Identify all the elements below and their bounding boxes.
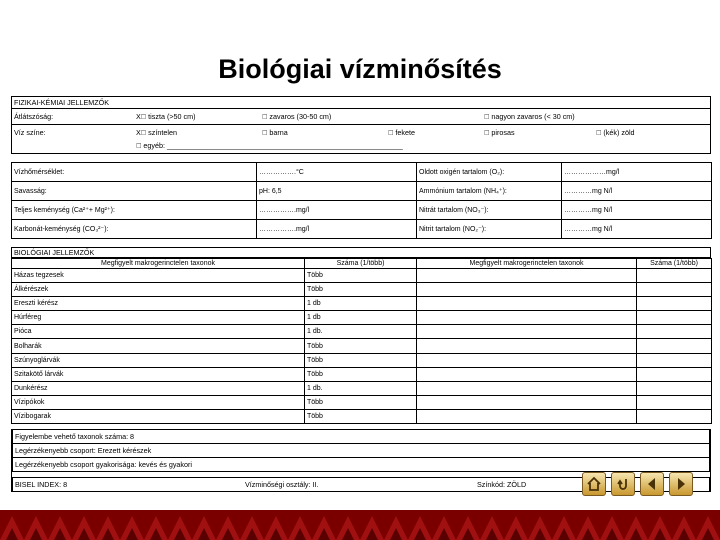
taxon-count: Több [305,339,417,353]
taxon-count-empty[interactable] [637,297,712,311]
taxon-name: Vízipókok [12,395,305,409]
water-quality-class: Vízminőségi osztály: II. [245,480,319,490]
table-row [12,201,712,220]
table-row [12,339,712,353]
assessment-form [11,96,711,492]
measure-value[interactable]: …………mg N/l [562,182,712,201]
transparency-option-turbid[interactable]:   zavaros (30-50 cm) [262,112,332,121]
summary-block [11,429,711,492]
color-option-brown[interactable]:   barna [262,128,288,137]
table-row [12,311,712,325]
taxon-name-empty[interactable] [417,269,637,283]
transparency-label: Átlátszóság: [14,112,54,121]
table-row [12,325,712,339]
color-code: Színkód: ZÖLD [477,480,527,490]
measure-label: Savasság: [12,182,257,201]
taxon-count-empty[interactable] [637,311,712,325]
table-row [12,269,712,283]
taxon-name: Húrféreg [12,311,305,325]
taxon-name: Szúnyoglárvák [12,353,305,367]
table-row [12,163,712,182]
measure-label: Nitrit tartalom (NO₂⁻): [417,220,562,239]
next-button[interactable] [669,472,693,496]
taxon-name-empty[interactable] [417,339,637,353]
taxon-count: Több [305,367,417,381]
taxon-count-empty[interactable] [637,269,712,283]
color-option-black[interactable]:   fekete [388,128,415,137]
taxon-count: 1 db [305,311,417,325]
taxon-count: Több [305,283,417,297]
taxon-name: Szitakötő lárvák [12,367,305,381]
summary-frequency: Legérzékenyebb csoport gyakorisága: kevés és gyakori [12,458,710,472]
measure-value[interactable]: ………………mg/l [562,163,712,182]
taxon-name: Házas tegzesek [12,269,305,283]
previous-button[interactable] [640,472,664,496]
taxon-name-empty[interactable] [417,409,637,423]
taxon-count: Több [305,409,417,423]
taxon-column-header: Megfigyelt makrogerinctelen taxonok [12,259,305,269]
transparency-row [11,109,711,125]
return-icon [615,476,631,492]
taxon-name: Pióca [12,325,305,339]
bisel-index: BISEL INDEX: 8 [15,480,68,490]
color-option-reddish[interactable]:   pirosas [484,128,515,137]
measure-label: Oldott oxigén tartalom (O₂): [417,163,562,182]
taxon-count-empty[interactable] [637,409,712,423]
table-row [12,182,712,201]
table-row [12,353,712,367]
home-icon [586,476,602,492]
taxon-name-empty[interactable] [417,297,637,311]
count-column-header-2: Száma (1/több) [637,259,712,269]
taxon-name: Vízibogarak [12,409,305,423]
taxon-count: 1 db [305,297,417,311]
transparency-option-clear[interactable]: X  tiszta (>50 cm) [136,112,196,121]
return-button[interactable] [611,472,635,496]
table-row [12,409,712,423]
taxon-count: Több [305,269,417,283]
taxon-count: 1 db. [305,381,417,395]
table-row [12,381,712,395]
taxa-table [11,258,712,424]
measure-label: Vízhőmérséklet: [12,163,257,182]
measure-value[interactable]: …………….°C [257,163,417,182]
taxon-name: Álkérészek [12,283,305,297]
measure-label: Nitrát tartalom (NO₃⁻): [417,201,562,220]
previous-icon [644,476,660,492]
bio-section-title: BIOLÓGIAI JELLEMZŐK [11,247,711,258]
measurement-table [11,162,712,239]
home-button[interactable] [582,472,606,496]
measure-value[interactable]: …………….mg/l [257,220,417,239]
taxon-name-empty[interactable] [417,367,637,381]
measure-value[interactable]: …………mg N/l [562,201,712,220]
color-option-other[interactable]:   egyéb: ___________________________________________________________ [136,141,403,150]
color-row [11,125,711,154]
taxon-count-empty[interactable] [637,283,712,297]
measure-label: Karbonát-keménység (CO₃²⁻): [12,220,257,239]
phys-section-title: FIZIKAI-KÉMIAI JELLEMZŐK [11,96,711,109]
color-label: Víz színe: [14,128,46,137]
taxon-count-empty[interactable] [637,353,712,367]
taxon-name-empty[interactable] [417,283,637,297]
table-row [12,297,712,311]
taxon-count: Több [305,353,417,367]
table-row [12,367,712,381]
taxon-name-empty[interactable] [417,325,637,339]
taxon-count-empty[interactable] [637,367,712,381]
footer-pattern [0,510,720,540]
summary-sensitive-group: Legérzékenyebb csoport: Erezett kérészek [12,444,710,458]
taxon-count-empty[interactable] [637,325,712,339]
page-title: Biológiai vízminősítés [218,54,502,84]
count-column-header: Száma (1/több) [305,259,417,269]
transparency-option-very-turbid[interactable]:   nagyon zavaros (< 30 cm) [484,112,575,121]
measure-value[interactable]: pH: 6,5 [257,182,417,201]
next-icon [673,476,689,492]
taxa-header-row [12,259,712,269]
taxon-count-empty[interactable] [637,395,712,409]
measure-label: Teljes keménység (Ca²⁺+ Mg²⁺): [12,201,257,220]
taxon-name-empty[interactable] [417,353,637,367]
measure-value[interactable]: …………mg N/l [562,220,712,239]
table-row [12,395,712,409]
taxon-name-empty[interactable] [417,311,637,325]
table-row [12,220,712,239]
color-option-green[interactable]:   (kék) zöld [596,128,635,137]
color-option-colorless[interactable]: X  színtelen [136,128,177,137]
taxon-count-empty[interactable] [637,339,712,353]
table-row [12,283,712,297]
taxon-name: Ereszti kérész [12,297,305,311]
taxon-name: Bolharák [12,339,305,353]
taxon-name: Dunkérész [12,381,305,395]
summary-taxa-count: Figyelembe vehető taxonok száma: 8 [12,429,710,444]
taxon-count: Több [305,395,417,409]
measure-label: Ammónium tartalom (NH₄⁺): [417,182,562,201]
taxon-count-empty[interactable] [637,381,712,395]
taxon-name-empty[interactable] [417,395,637,409]
taxon-count: 1 db. [305,325,417,339]
measure-value[interactable]: …………….mg/l [257,201,417,220]
taxon-name-empty[interactable] [417,381,637,395]
taxon-column-header-2: Megfigyelt makrogerinctelen taxonok [417,259,637,269]
